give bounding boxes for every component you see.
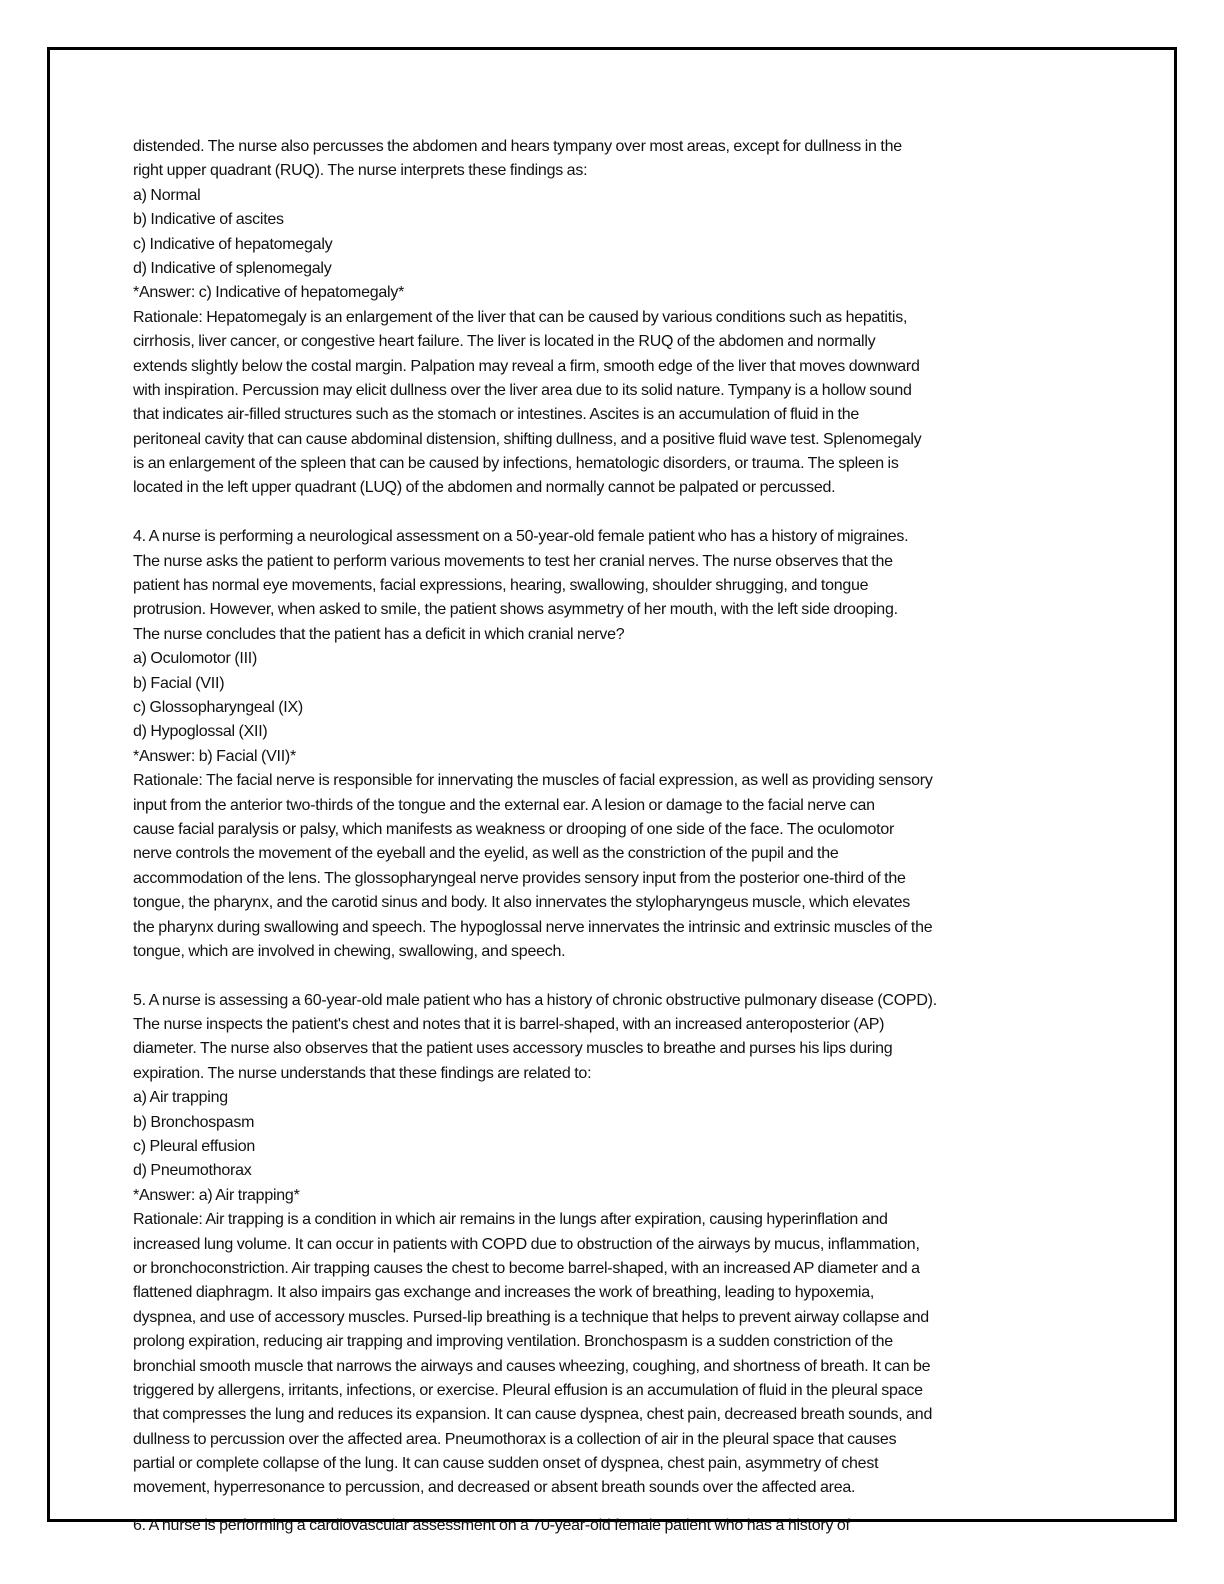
rationale-line: tongue, which are involved in chewing, swallowing, and speech.	[133, 942, 566, 960]
rationale-line: Rationale: Hepatomegaly is an enlargement of the liver that can be caused by various conditions such as hepatitis,	[133, 308, 908, 326]
document-body	[133, 135, 1133, 1501]
rationale-line: input from the anterior two-thirds of the tongue and the external ear. A lesion or damage to the facial nerve can	[133, 796, 875, 814]
rationale-line: peritoneal cavity that can cause abdominal distension, shifting dullness, and a positive fluid wave test. Splenomegaly	[133, 430, 922, 448]
rationale-line: movement, hyperresonance to percussion, and decreased or absent breath sounds over the affected area.	[133, 1479, 856, 1497]
question-stem-line: The nurse inspects the patient's chest and notes that it is barrel-shaped, with an increased anteroposterior (AP)	[133, 1016, 885, 1034]
question-stem-line: right upper quadrant (RUQ). The nurse interprets these findings as:	[133, 162, 588, 180]
answer-option-c: c) Indicative of hepatomegaly	[133, 235, 333, 253]
correct-answer: *Answer: c) Indicative of hepatomegaly*	[133, 284, 405, 302]
rationale-line: tongue, the pharynx, and the carotid sinus and body. It also innervates the stylopharyngeus muscle, which elevates	[133, 894, 911, 912]
question-stem-line: The nurse concludes that the patient has a deficit in which cranial nerve?	[133, 625, 625, 643]
question-3	[133, 135, 1133, 501]
rationale-line: flattened diaphragm. It also impairs gas exchange and increases the work of breathing, leading to hypoxemia,	[133, 1284, 875, 1302]
question-stem-line: expiration. The nurse understands that these findings are related to:	[133, 1064, 592, 1082]
correct-answer: *Answer: b) Facial (VII)*	[133, 747, 296, 765]
rationale-line: triggered by allergens, irritants, infections, or exercise. Pleural effusion is an accumulation of fluid in the pleural space	[133, 1381, 923, 1399]
rationale-line: cirrhosis, liver cancer, or congestive heart failure. The liver is located in the RUQ of the abdomen and normally	[133, 333, 876, 351]
rationale-line: cause facial paralysis or palsy, which manifests as weakness or drooping of one side of the face. The oculomotor	[133, 820, 895, 838]
answer-option-a: a) Oculomotor (III)	[133, 650, 258, 668]
answer-option-b: b) Indicative of ascites	[133, 211, 284, 229]
paragraph-spacer	[133, 501, 1133, 525]
question-5	[133, 989, 1133, 1501]
question-stem-line: diameter. The nurse also observes that the patient uses accessory muscles to breathe and purses his lips during	[133, 1040, 893, 1058]
question-stem-line: distended. The nurse also percusses the abdomen and hears tympany over most areas, except for dullness in the	[133, 138, 902, 155]
rationale-line: the pharynx during swallowing and speech. The hypoglossal nerve innervates the intrinsic and extrinsic muscles of the	[133, 918, 933, 936]
answer-option-b: b) Bronchospasm	[133, 1113, 255, 1131]
rationale-line: bronchial smooth muscle that narrows the airways and causes wheezing, coughing, and shortness of breath. It can be	[133, 1357, 931, 1375]
rationale-line: nerve controls the movement of the eyeball and the eyelid, as well as the constriction of the pupil and the	[133, 845, 839, 863]
answer-option-a: a) Normal	[133, 186, 201, 204]
answer-option-b: b) Facial (VII)	[133, 674, 225, 692]
paragraph-spacer	[133, 964, 1133, 988]
question-stem-line: protrusion. However, when asked to smile, the patient shows asymmetry of her mouth, with the left side drooping.	[133, 601, 898, 619]
answer-option-d: d) Indicative of splenomegaly	[133, 259, 332, 277]
rationale-line: increased lung volume. It can occur in patients with COPD due to obstruction of the airways by mucus, inflammation,	[133, 1235, 920, 1253]
question-6-overflow-line: 6. A nurse is performing a cardiovascular assessment on a 70-year-old female patient who has a history of	[133, 1517, 850, 1534]
rationale-line: accommodation of the lens. The glossopharyngeal nerve provides sensory input from the posterior one-third of the	[133, 869, 906, 887]
question-stem-line: 4. A nurse is performing a neurological assessment on a 50-year-old female patient who has a history of migraines.	[133, 528, 909, 546]
rationale-line: prolong expiration, reducing air trapping and improving ventilation. Bronchospasm is a sudden constriction of the	[133, 1333, 893, 1351]
rationale-line: extends slightly below the costal margin. Palpation may reveal a firm, smooth edge of the liver that moves downward	[133, 357, 920, 375]
rationale-line: Rationale: Air trapping is a condition in which air remains in the lungs after expiration, causing hyperinflation and	[133, 1211, 888, 1229]
rationale-line: dullness to percussion over the affected area. Pneumothorax is a collection of air in the pleural space that causes	[133, 1430, 897, 1448]
answer-option-c: c) Pleural effusion	[133, 1138, 256, 1156]
rationale-line: that compresses the lung and reduces its expansion. It can cause dyspnea, chest pain, decreased breath sounds, and	[133, 1406, 933, 1424]
answer-option-d: d) Pneumothorax	[133, 1162, 252, 1180]
rationale-line: Rationale: The facial nerve is responsible for innervating the muscles of facial expression, as well as providing sensory	[133, 772, 933, 790]
rationale-line: located in the left upper quadrant (LUQ) of the abdomen and normally cannot be palpated or percussed.	[133, 479, 836, 497]
question-stem-line: patient has normal eye movements, facial expressions, hearing, swallowing, shoulder shrugging, and tongue	[133, 577, 869, 595]
rationale-line: with inspiration. Percussion may elicit dullness over the liver area due to its solid nature. Tympany is a hollow sound	[133, 381, 912, 399]
answer-option-d: d) Hypoglossal (XII)	[133, 723, 268, 741]
rationale-line: dyspnea, and use of accessory muscles. Pursed-lip breathing is a technique that helps to prevent airway collapse and	[133, 1308, 929, 1326]
correct-answer: *Answer: a) Air trapping*	[133, 1186, 300, 1204]
answer-option-c: c) Glossopharyngeal (IX)	[133, 698, 303, 716]
rationale-line: that indicates air-filled structures such as the stomach or intestines. Ascites is an accumulation of fluid in the	[133, 406, 860, 424]
rationale-line: partial or complete collapse of the lung. It can cause sudden onset of dyspnea, chest pain, asymmetry of chest	[133, 1455, 879, 1473]
question-stem-line: 5. A nurse is assessing a 60-year-old male patient who has a history of chronic obstructive pulmonary disease (COPD).	[133, 991, 937, 1009]
question-4	[133, 525, 1133, 964]
question-stem-line: The nurse asks the patient to perform various movements to test her cranial nerves. The nurse observes that the	[133, 552, 893, 570]
rationale-line: is an enlargement of the spleen that can be caused by infections, hematologic disorders, or trauma. The spleen is	[133, 455, 899, 473]
rationale-line: or bronchoconstriction. Air trapping causes the chest to become barrel-shaped, with an increased AP diameter and a	[133, 1259, 920, 1277]
answer-option-a: a) Air trapping	[133, 1089, 228, 1107]
